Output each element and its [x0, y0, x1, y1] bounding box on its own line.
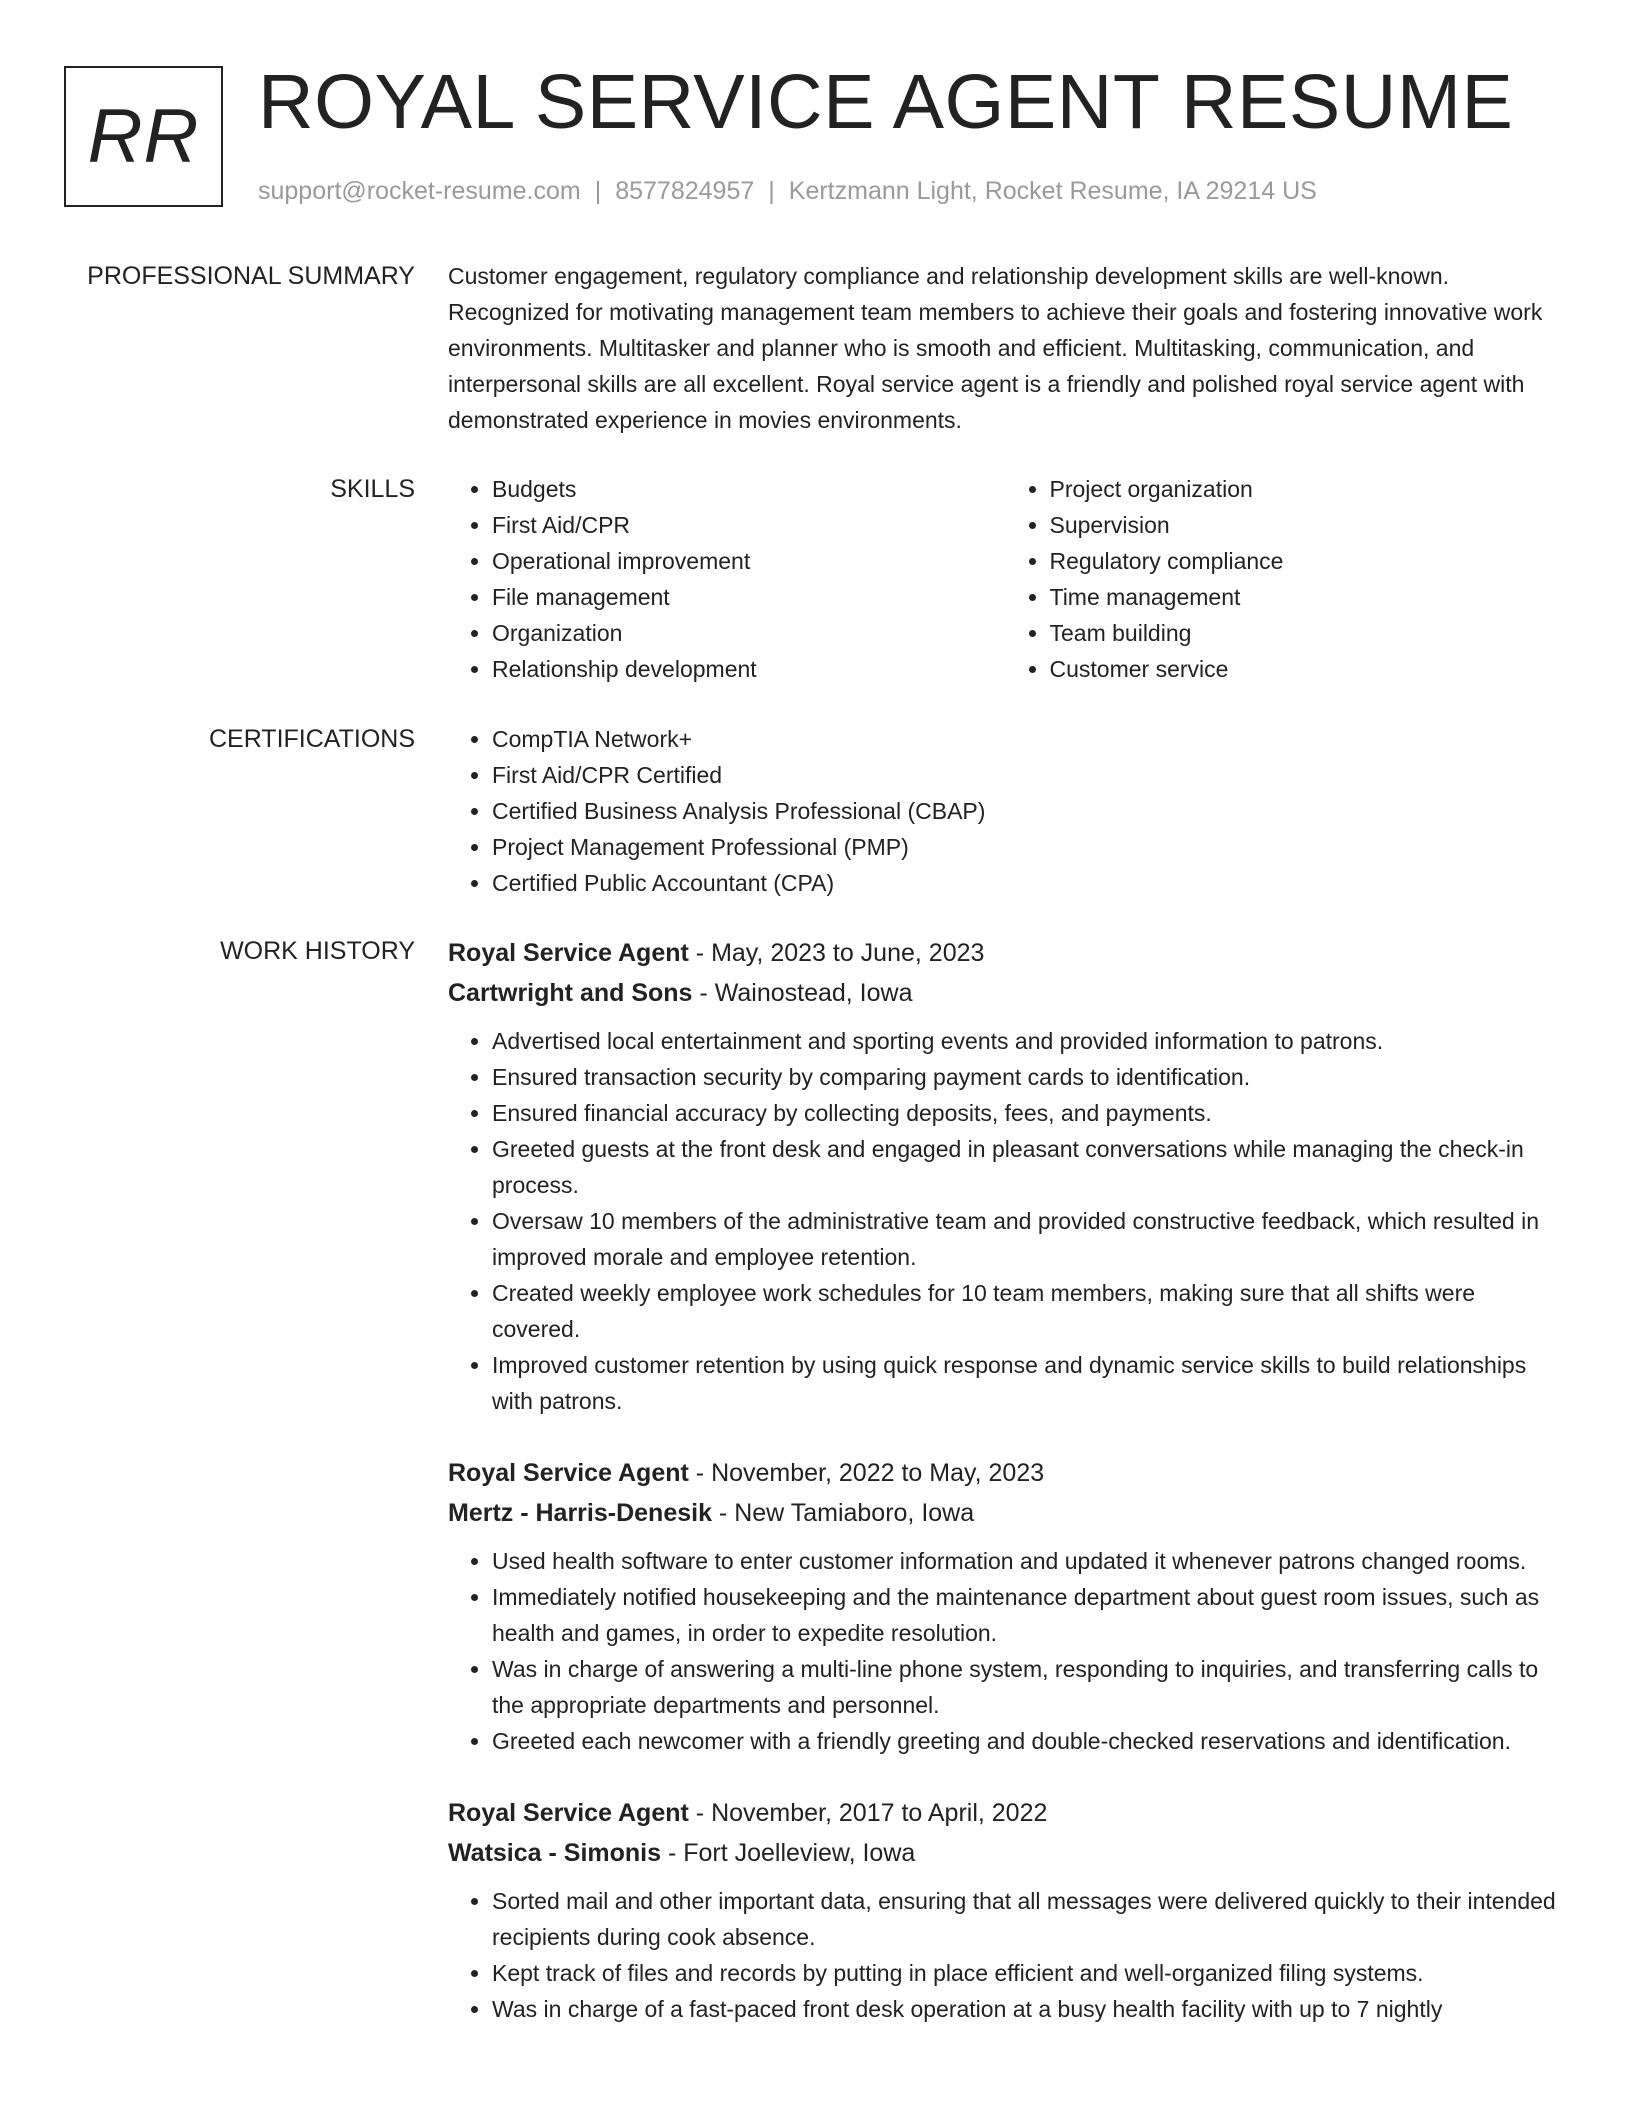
certifications-body: [448, 721, 1563, 901]
job-entry: [448, 1793, 1563, 2027]
job-separator: -: [688, 1799, 712, 1827]
summary-text: Customer engagement, regulatory compliance and relationship development skills are well-known. Recognized for motivating management team members to achieve their goals and fostering innovative work environments. Multitasker and planner who is smooth and efficient. Multitasking, communication, and interpersonal skills are all excellent. Royal service agent is a friendly and polished royal service agent with demonstrated experience in movies environments.: [448, 263, 1543, 433]
job-company-line: [448, 1833, 1563, 1873]
job-bullet: • Used health software to enter customer information and updated it whenever patrons changed rooms.: [492, 1543, 1563, 1579]
section-label-certifications: CERTIFICATIONS: [208, 725, 415, 753]
job-bullet: • Ensured financial accuracy by collecting deposits, fees, and payments.: [492, 1095, 1563, 1131]
skills-list-left: [448, 471, 1006, 687]
job-title: Royal Service Agent: [448, 1799, 689, 1827]
job-separator: -: [711, 1499, 735, 1527]
job-separator: -: [688, 939, 712, 967]
job-location: New Tamiaboro, Iowa: [734, 1499, 975, 1527]
job-bullet: • Oversaw 10 members of the administrative team and provided constructive feedback, which resulted in improved morale and employee retention.: [492, 1203, 1563, 1275]
skills-list-right: [1006, 471, 1564, 687]
job-bullets: [448, 1023, 1563, 1419]
job-location: Fort Joelleview, Iowa: [683, 1839, 916, 1867]
skill-item: • Time management: [1050, 579, 1564, 615]
section-label-summary: PROFESSIONAL SUMMARY: [87, 262, 415, 290]
job-bullet: • Greeted guests at the front desk and engaged in pleasant conversations while managing the check-in process.: [492, 1131, 1563, 1203]
job-bullet: • Immediately notified housekeeping and the maintenance department about guest room issues, such as health and games, in order to expedite resolution.: [492, 1579, 1563, 1651]
contact-separator: |: [594, 177, 602, 205]
job-bullet: • Was in charge of a fast-paced front desk operation at a busy health facility with up to 7 nightly: [492, 1991, 1563, 2027]
job-company: Watsica - Simonis: [448, 1839, 662, 1867]
skills-body: [448, 471, 1563, 687]
skill-item: • Supervision: [1050, 507, 1564, 543]
skill-item: • Customer service: [1050, 651, 1564, 687]
job-location: Wainostead, Iowa: [714, 979, 913, 1007]
section-label-skills: SKILLS: [330, 475, 415, 503]
job-company-line: [448, 1493, 1563, 1533]
job-title-line: [448, 1793, 1563, 1833]
certification-item: • Certified Business Analysis Professional (CBAP): [492, 793, 1563, 829]
skill-item: • Operational improvement: [492, 543, 1006, 579]
job-bullet: • Improved customer retention by using quick response and dynamic service skills to build relationships with patrons.: [492, 1347, 1563, 1419]
skills-grid: [448, 471, 1563, 687]
contact-separator: |: [768, 177, 775, 205]
job-title-line: [448, 933, 1563, 973]
job-bullets: [448, 1543, 1563, 1759]
job-company: Mertz - Harris-Denesik: [448, 1499, 712, 1527]
job-separator: -: [688, 1459, 712, 1487]
job-bullets: [448, 1883, 1563, 2027]
skill-item: • Regulatory compliance: [1050, 543, 1564, 579]
job-separator: -: [661, 1839, 684, 1867]
monogram-logo: RR: [64, 66, 223, 207]
resume-title: ROYAL SERVICE AGENT RESUME: [258, 59, 1514, 145]
contact-line: [258, 174, 1317, 208]
job-entry: [448, 1453, 1563, 1759]
contact-address: Kertzmann Light, Rocket Resume, IA 29214 US: [788, 177, 1317, 205]
job-bullet: • Ensured transaction security by comparing payment cards to identification.: [492, 1059, 1563, 1095]
certification-item: • CompTIA Network+: [492, 721, 1563, 757]
job-dates: November, 2017 to April, 2022: [711, 1799, 1048, 1827]
section-label-work-history: WORK HISTORY: [220, 937, 415, 965]
certification-item: • First Aid/CPR Certified: [492, 757, 1563, 793]
contact-email: support@rocket-resume.com: [258, 177, 581, 205]
contact-phone: 8577824957: [615, 177, 755, 205]
certification-item: • Project Management Professional (PMP): [492, 829, 1563, 865]
job-title: Royal Service Agent: [448, 1459, 689, 1487]
job-bullet: • Kept track of files and records by putting in place efficient and well-organized filing systems.: [492, 1955, 1563, 1991]
skill-item: • Organization: [492, 615, 1006, 651]
skill-item: • File management: [492, 579, 1006, 615]
job-dates: November, 2022 to May, 2023: [711, 1459, 1045, 1487]
job-bullet: • Advertised local entertainment and sporting events and provided information to patrons.: [492, 1023, 1563, 1059]
skill-item: • Team building: [1050, 615, 1564, 651]
skill-item: • First Aid/CPR: [492, 507, 1006, 543]
skill-item: • Project organization: [1050, 471, 1564, 507]
skill-item: • Budgets: [492, 471, 1006, 507]
job-title: Royal Service Agent: [448, 939, 689, 967]
job-bullet: • Created weekly employee work schedules for 10 team members, making sure that all shifts were covered.: [492, 1275, 1563, 1347]
job-company: Cartwright and Sons: [448, 979, 693, 1007]
skill-item: • Relationship development: [492, 651, 1006, 687]
work-history-body: [448, 933, 1563, 2061]
job-company-line: [448, 973, 1563, 1013]
certifications-list: [448, 721, 1563, 901]
certification-item: • Certified Public Accountant (CPA): [492, 865, 1563, 901]
summary-body: [448, 258, 1563, 438]
job-title-line: [448, 1453, 1563, 1493]
job-bullet: • Was in charge of answering a multi-line phone system, responding to inquiries, and transferring calls to the appropriate departments and personnel.: [492, 1651, 1563, 1723]
job-separator: -: [692, 979, 715, 1007]
job-dates: May, 2023 to June, 2023: [711, 939, 985, 967]
job-bullet: • Greeted each newcomer with a friendly greeting and double-checked reservations and identification.: [492, 1723, 1563, 1759]
job-bullet: • Sorted mail and other important data, ensuring that all messages were delivered quickly to their intended recipients during cook absence.: [492, 1883, 1563, 1955]
job-entry: [448, 933, 1563, 1419]
